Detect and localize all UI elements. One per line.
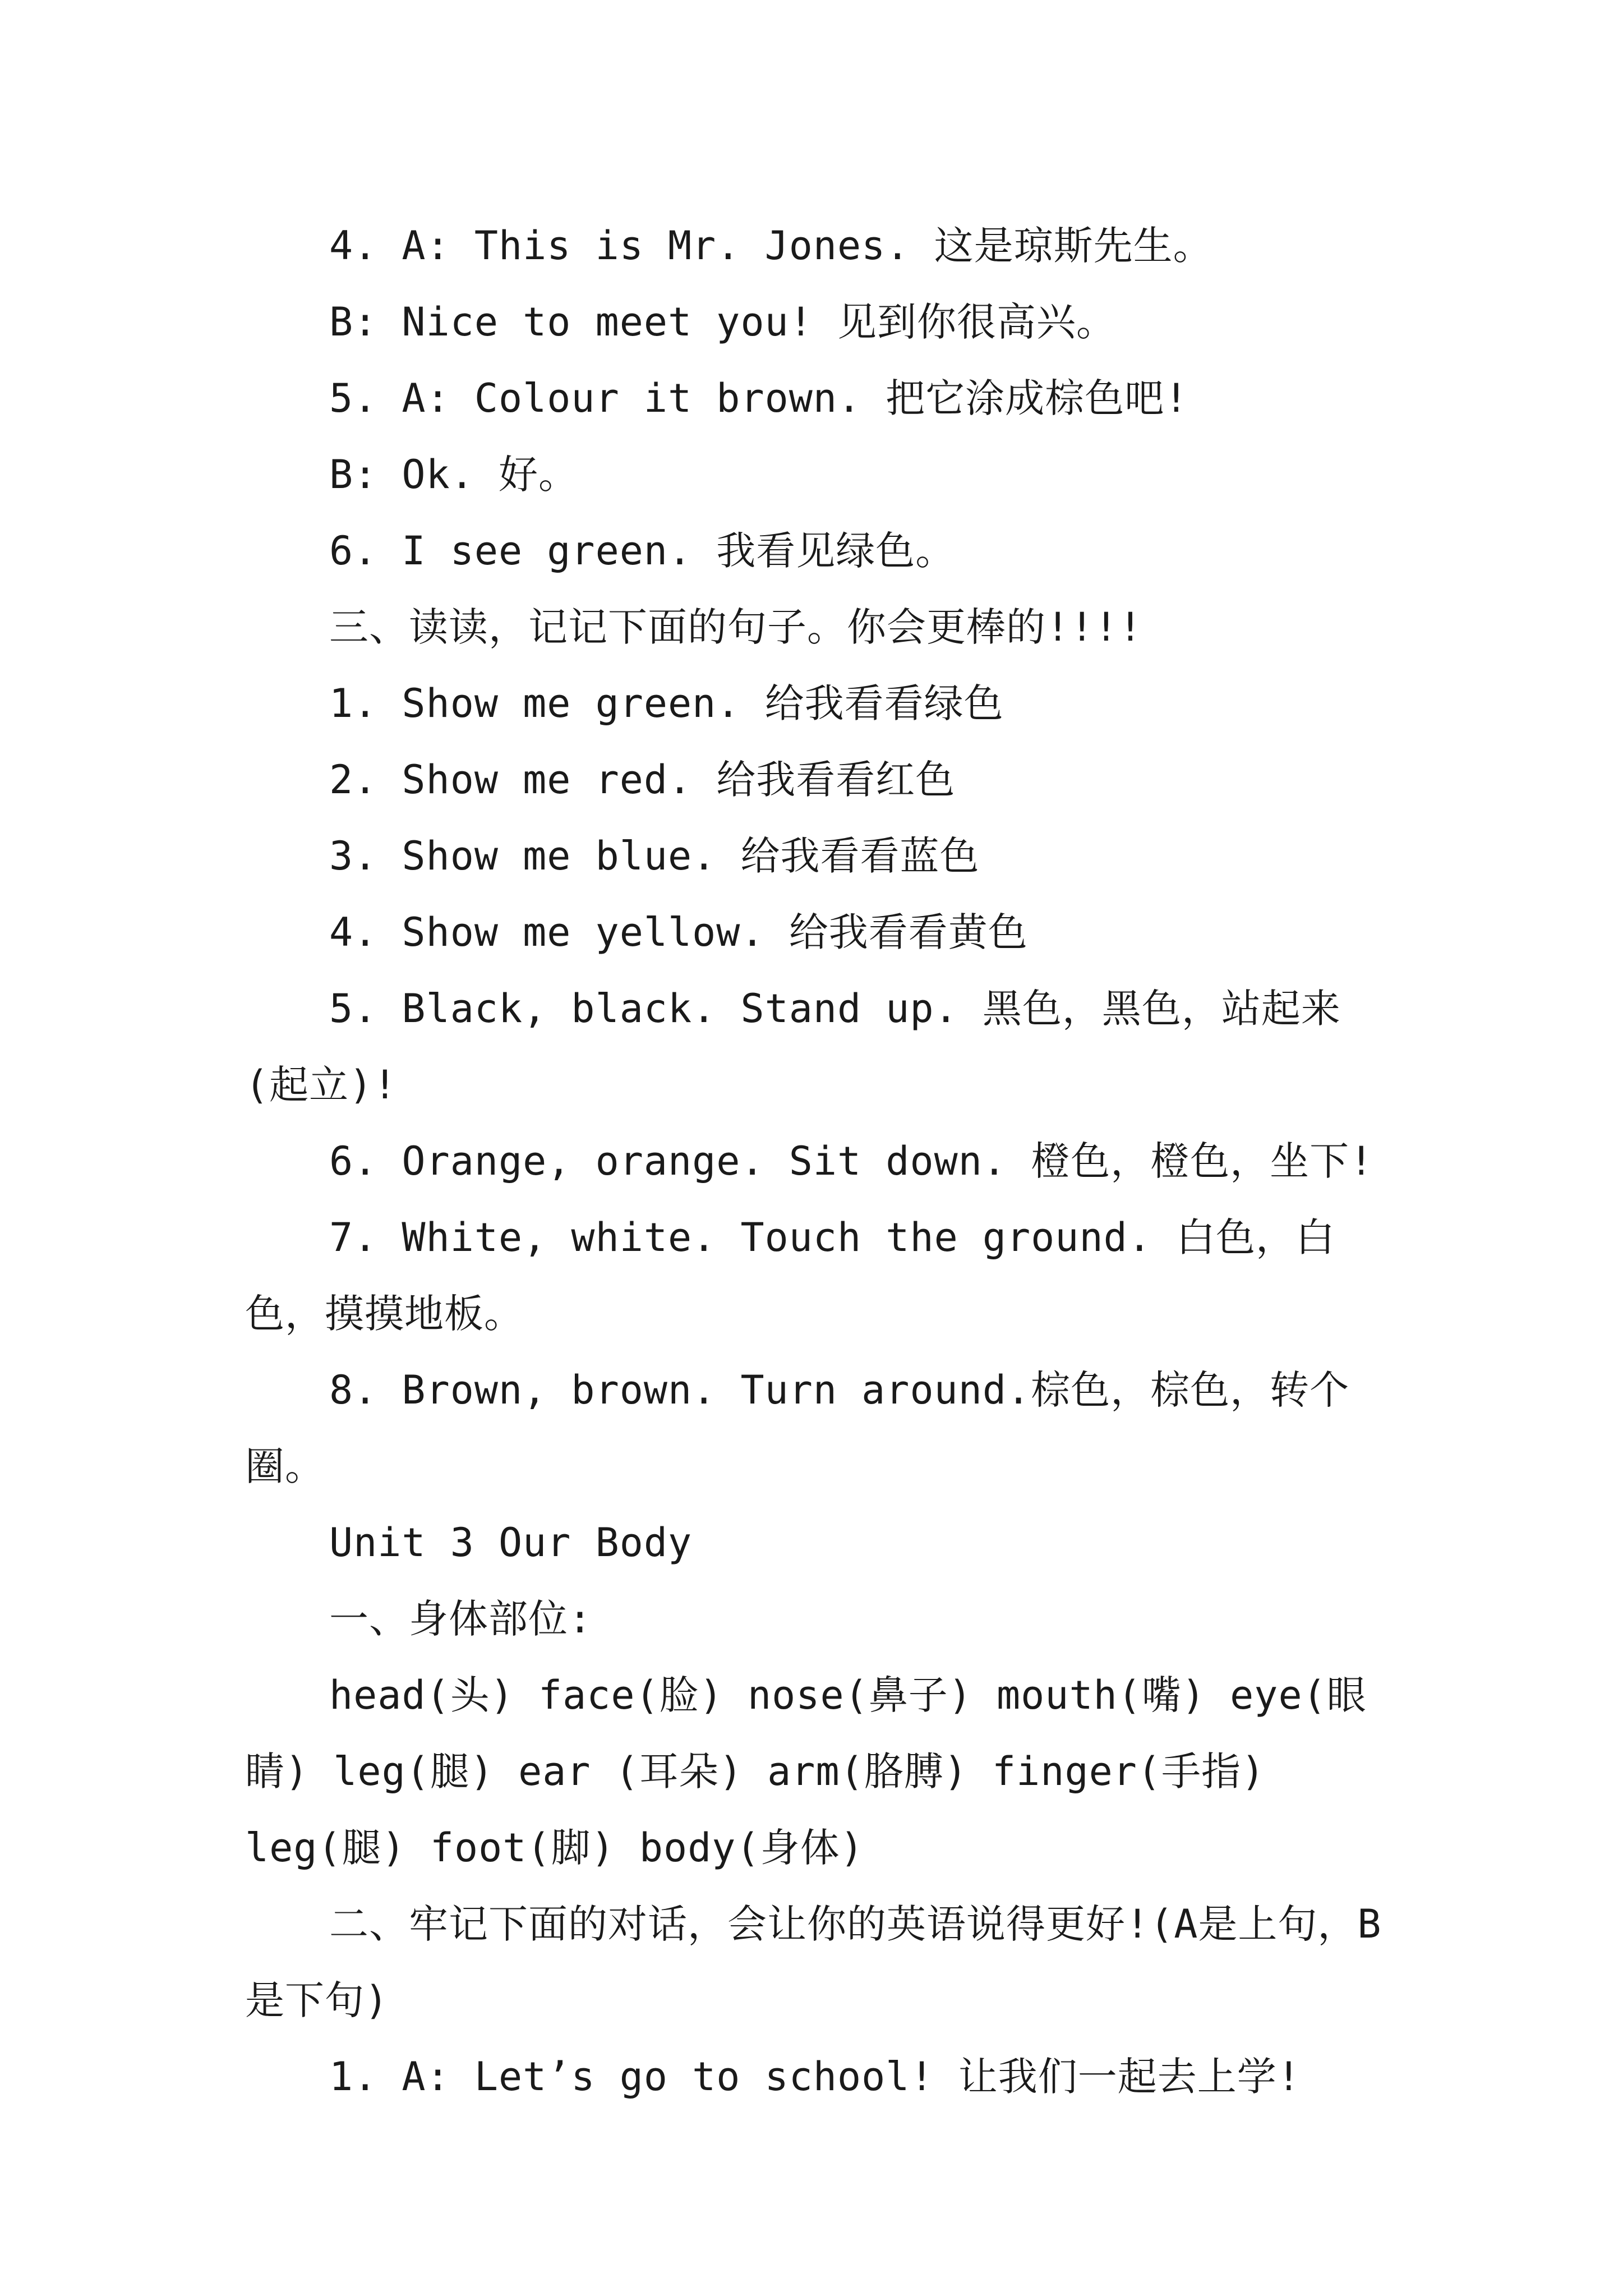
unit-title: Unit 3 Our Body (329, 1520, 693, 1566)
sentence-line: 8. Brown, brown. Turn around.棕色，棕色，转个圈。 (245, 1367, 1350, 1489)
dialogue-line: B: Ok. 好。 (329, 452, 579, 498)
sentence-line: 4. Show me yellow. 给我看看黄色 (329, 909, 1028, 955)
section-heading: 二、牢记下面的对话，会让你的英语说得更好!(A是上句，B是下句) (245, 1901, 1382, 2023)
dialogue-line: B: Nice to meet you! 见到你很高兴。 (329, 299, 1117, 345)
sentence-line: 5. Black, black. Stand up. 黑色，黑色，站起来(起立)! (245, 986, 1341, 1108)
sentence-line: 6. Orange, orange. Sit down. 橙色，橙色，坐下! (329, 1138, 1374, 1184)
sentence-line: 2. Show me red. 给我看看红色 (329, 757, 956, 803)
dialogue-line: 5. A: Colour it brown. 把它涂成棕色吧! (329, 375, 1189, 421)
dialogue-line: 4. A: This is Mr. Jones. 这是琼斯先生。 (329, 223, 1213, 269)
sentence-line: 6. I see green. 我看见绿色。 (329, 528, 956, 574)
sentence-line: 1. Show me green. 给我看看绿色 (329, 680, 1004, 726)
section-heading: 三、读读，记记下面的句子。你会更棒的!!!! (329, 604, 1143, 650)
document-body (245, 208, 1384, 2115)
sentence-line: 3. Show me blue. 给我看看蓝色 (329, 833, 980, 879)
sentence-line: 7. White, white. Touch the ground. 白色，白色，摸摸地板。 (245, 1214, 1336, 1337)
vocabulary-list: head(头) face(脸) nose(鼻子) mouth(嘴) eye(眼睛) leg(腿) ear (耳朵) arm(胳膊) finger(手指) leg(腿) foot(脚) body(身体) (245, 1672, 1367, 1871)
section-heading: 一、身体部位: (329, 1596, 593, 1642)
dialogue-line: 1. A: Let’s go to school! 让我们一起去上学! (329, 2054, 1301, 2100)
